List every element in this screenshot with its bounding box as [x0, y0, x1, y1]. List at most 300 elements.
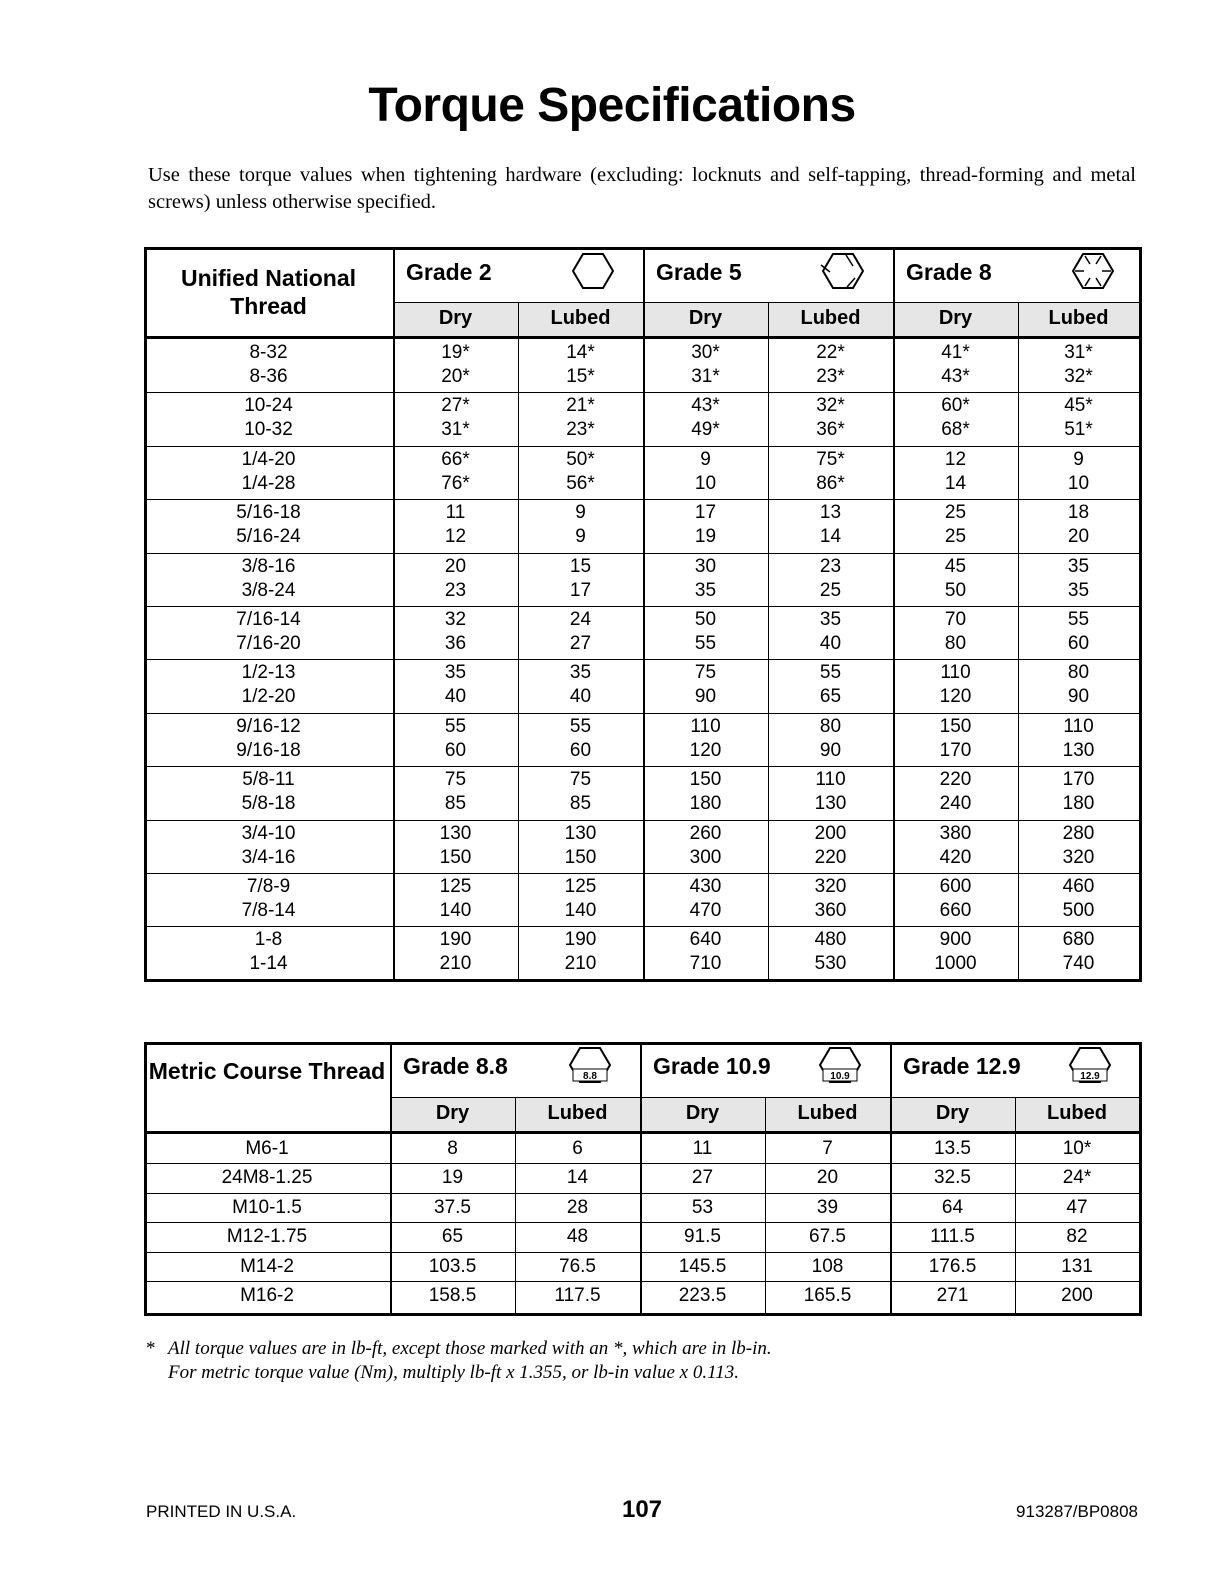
torque-value-line: 35 — [694, 579, 717, 601]
thread-size — [144, 448, 393, 496]
torque-value-line: 75* — [816, 448, 845, 470]
torque-value-line: 190 — [439, 929, 472, 951]
subheader-top-line — [393, 302, 1139, 303]
torque-value-line: 200 — [814, 822, 847, 844]
torque-value-line: 31* — [441, 419, 470, 441]
torque-value: 82 — [1066, 1226, 1088, 1248]
grade-header-0: Grade 2 — [406, 259, 492, 285]
grade-header-2: Grade 12.9 — [903, 1053, 1021, 1079]
thread-size-line: 1/2-13 — [241, 662, 296, 684]
torque-value-line: 32* — [816, 395, 845, 417]
torque-value — [1018, 928, 1139, 976]
torque-value — [643, 928, 768, 976]
torque-value — [393, 875, 518, 923]
torque-value: 8 — [447, 1138, 458, 1159]
torque-value: 24* — [1062, 1167, 1092, 1189]
torque-value-line: 65 — [819, 686, 842, 708]
hex-10-9-icon — [810, 1045, 870, 1090]
torque-value-line: 110 — [690, 715, 721, 737]
torque-value-line: 15* — [566, 366, 595, 387]
thread-size — [144, 875, 393, 923]
torque-value-line: 9 — [700, 448, 711, 470]
torque-value-line: 460 — [1062, 876, 1095, 897]
torque-value: 6 — [572, 1138, 583, 1159]
torque-value: 14 — [566, 1167, 589, 1189]
torque-value-line: 50 — [694, 609, 717, 630]
torque-value-line: 150 — [689, 769, 722, 791]
torque-value — [1018, 768, 1139, 816]
torque-value-line: 55 — [569, 715, 592, 737]
torque-value-line: 20 — [444, 555, 467, 577]
torque-value — [768, 768, 893, 816]
torque-value-line: 320 — [814, 876, 847, 897]
torque-value-line: 27 — [569, 633, 592, 654]
torque-value-line: 420 — [939, 846, 972, 868]
table-row — [144, 1281, 1142, 1310]
torque-value-line: 23 — [819, 555, 842, 577]
torque-value — [768, 822, 893, 870]
thread-size-line: 1/2-20 — [241, 686, 296, 708]
torque-value — [393, 928, 518, 976]
torque-value: 165.5 — [803, 1285, 852, 1306]
torque-value-line: 130 — [814, 793, 847, 815]
torque-value — [768, 715, 893, 763]
torque-value-line: 23* — [566, 419, 595, 441]
torque-value-line: 27* — [441, 395, 470, 417]
thread-size-line: 7/8-14 — [241, 900, 296, 921]
thread-size-line: 9/16-12 — [236, 715, 301, 737]
torque-value-line: 80 — [944, 633, 967, 654]
hex-12-9-icon — [1060, 1045, 1120, 1090]
torque-value — [768, 341, 893, 389]
footer-doc-number: 913287/BP0808 — [1016, 1502, 1138, 1521]
torque-value-line: 31* — [691, 366, 720, 387]
torque-value: 28 — [566, 1196, 589, 1218]
torque-value — [1018, 555, 1139, 603]
torque-value — [893, 661, 1018, 709]
torque-value-line: 50* — [566, 448, 595, 470]
torque-value-line: 9 — [575, 502, 586, 524]
torque-value: 19 — [441, 1167, 464, 1189]
table-row — [144, 339, 1142, 392]
torque-value-line: 30* — [691, 342, 720, 363]
torque-value — [518, 608, 643, 656]
grade-header-1: Grade 5 — [656, 259, 742, 285]
torque-value-line: 60 — [444, 739, 467, 761]
torque-value-line: 260 — [689, 822, 722, 844]
torque-value-line: 23* — [816, 366, 845, 387]
torque-value-line: 22* — [816, 342, 845, 363]
torque-value-line: 210 — [564, 953, 597, 975]
torque-value-line: 32 — [444, 609, 467, 630]
torque-value-line: 55 — [444, 715, 467, 737]
torque-value-line: 17 — [694, 502, 717, 524]
torque-value — [893, 822, 1018, 870]
torque-value-line: 30 — [694, 555, 717, 577]
grade-header-1: Grade 10.9 — [653, 1053, 771, 1079]
torque-value-line: 43* — [941, 366, 970, 387]
torque-value — [768, 394, 893, 442]
torque-value-line: 15 — [569, 555, 592, 577]
torque-value-line: 18 — [1067, 502, 1090, 524]
torque-value-line: 45 — [944, 555, 967, 577]
torque-value-line: 50 — [944, 579, 967, 601]
thread-size-line: 5/8-18 — [241, 793, 296, 815]
torque-value-line: 190 — [564, 929, 597, 951]
torque-value: 67.5 — [809, 1226, 846, 1248]
torque-value-line: 24 — [569, 609, 592, 630]
torque-value-line: 170 — [1062, 769, 1095, 791]
thread-size: M6-1 — [245, 1138, 289, 1159]
torque-value-line: 9 — [1073, 448, 1084, 470]
thread-size-line: 3/4-10 — [241, 822, 296, 844]
torque-value — [1018, 875, 1139, 923]
torque-value — [893, 448, 1018, 496]
torque-value-line: 43* — [691, 395, 720, 417]
torque-value-line: 36* — [816, 419, 845, 441]
torque-value-line: 56* — [566, 472, 595, 494]
torque-value-line: 500 — [1062, 900, 1095, 921]
torque-value: 223.5 — [678, 1285, 727, 1306]
thread-size-line: 1-8 — [254, 929, 283, 951]
torque-value-line: 90 — [819, 739, 842, 761]
torque-value-line: 10 — [1067, 472, 1090, 494]
subheader-dry: Dry — [685, 1102, 720, 1124]
torque-value — [1018, 394, 1139, 442]
table-row — [144, 659, 1142, 712]
torque-value — [893, 715, 1018, 763]
thread-size-line: 8-36 — [249, 366, 288, 387]
thread-size — [144, 555, 393, 603]
torque-value-line: 1000 — [934, 953, 977, 975]
torque-value — [393, 822, 518, 870]
torque-value-line: 35 — [444, 662, 467, 684]
thread-size — [144, 394, 393, 442]
table-row — [144, 766, 1142, 819]
hex-3-lines-icon — [813, 251, 873, 296]
torque-value-line: 40 — [819, 633, 842, 654]
torque-value: 91.5 — [684, 1226, 721, 1248]
torque-value — [643, 501, 768, 549]
thread-size-line: 7/16-14 — [236, 609, 301, 630]
torque-value — [518, 661, 643, 709]
torque-value — [643, 555, 768, 603]
torque-value: 76.5 — [559, 1255, 596, 1277]
subheader-dry: Dry — [938, 307, 973, 329]
torque-value — [393, 394, 518, 442]
note-star: * — [146, 1338, 156, 1359]
torque-value — [768, 875, 893, 923]
svg-text:8.8: 8.8 — [583, 1071, 597, 1082]
thread-size-line: 10-32 — [244, 419, 293, 441]
torque-value — [518, 928, 643, 976]
torque-value-line: 110 — [940, 662, 971, 684]
torque-value — [1018, 448, 1139, 496]
thread-size-line: 10-24 — [244, 395, 293, 417]
torque-value-line: 17 — [569, 579, 592, 601]
torque-value — [643, 661, 768, 709]
hex-plain-icon — [563, 251, 623, 296]
torque-value — [893, 394, 1018, 442]
torque-value-line: 20* — [441, 366, 470, 387]
torque-value-line: 35 — [819, 609, 842, 630]
table-row — [144, 873, 1142, 926]
torque-value-line: 12 — [444, 526, 467, 548]
thread-size — [144, 768, 393, 816]
torque-value — [393, 661, 518, 709]
torque-value — [518, 875, 643, 923]
torque-value — [393, 555, 518, 603]
torque-value-line: 45* — [1064, 395, 1093, 417]
torque-value-line: 320 — [1062, 846, 1095, 868]
torque-value — [1018, 341, 1139, 389]
table-row — [144, 553, 1142, 606]
torque-value-line: 51* — [1064, 419, 1093, 441]
svg-text:12.9: 12.9 — [1080, 1071, 1100, 1082]
torque-value-line: 140 — [564, 900, 597, 921]
unified-torque-table — [144, 247, 1142, 982]
torque-value-line: 710 — [689, 953, 722, 975]
thread-size-line: 5/16-24 — [236, 526, 301, 548]
torque-value: 10* — [1062, 1138, 1092, 1159]
torque-value-line: 90 — [1067, 686, 1090, 708]
torque-value — [393, 715, 518, 763]
metric-torque-table — [144, 1042, 1142, 1316]
note-line-1: All torque values are in lb-ft, except those marked with an *, which are in lb-in. — [168, 1338, 772, 1359]
torque-value-line: 14* — [566, 342, 595, 363]
torque-value: 53 — [691, 1196, 714, 1218]
torque-value-line: 40 — [444, 686, 467, 708]
torque-value-line: 76* — [441, 472, 470, 494]
torque-value-line: 210 — [439, 953, 472, 975]
torque-value: 176.5 — [928, 1255, 977, 1277]
torque-value-line: 660 — [939, 900, 972, 921]
torque-value — [643, 715, 768, 763]
torque-value-line: 140 — [439, 900, 472, 921]
torque-value-line: 300 — [689, 846, 722, 868]
thread-size-line: 5/16-18 — [236, 502, 301, 524]
torque-value — [393, 341, 518, 389]
torque-value: 39 — [816, 1196, 839, 1218]
torque-value-line: 36 — [444, 633, 467, 654]
thread-size-line: 1/4-28 — [241, 472, 296, 494]
torque-value — [1018, 715, 1139, 763]
table-row — [144, 606, 1142, 659]
thread-size — [144, 661, 393, 709]
torque-value-line: 55 — [1067, 609, 1090, 630]
torque-value-line: 220 — [814, 846, 847, 868]
footer-printed: PRINTED IN U.S.A. — [146, 1502, 297, 1521]
torque-value: 271 — [936, 1285, 969, 1306]
torque-note — [146, 1337, 772, 1385]
table-row — [144, 392, 1142, 445]
torque-value-line: 40 — [569, 686, 592, 708]
table-row — [144, 499, 1142, 552]
torque-value-line: 35 — [1067, 579, 1090, 601]
torque-value: 48 — [566, 1226, 589, 1248]
thread-size-line: 1/4-20 — [241, 448, 296, 470]
thread-size-line: 7/16-20 — [236, 633, 301, 654]
torque-value: 145.5 — [678, 1255, 727, 1277]
torque-value-line: 125 — [564, 876, 597, 897]
table-row — [144, 1193, 1142, 1222]
torque-value-line: 10 — [694, 472, 717, 494]
torque-value-line: 360 — [814, 900, 847, 921]
torque-value-line: 19* — [441, 342, 470, 363]
torque-value: 20 — [816, 1167, 839, 1189]
thread-size — [144, 608, 393, 656]
torque-value-line: 55 — [819, 662, 842, 684]
thread-size: 24M8-1.25 — [221, 1167, 313, 1189]
torque-value — [1018, 501, 1139, 549]
torque-value-line: 125 — [439, 876, 472, 897]
torque-value — [768, 501, 893, 549]
torque-value-line: 25 — [944, 502, 967, 524]
torque-value-line: 75 — [444, 769, 467, 791]
torque-value-line: 70 — [944, 609, 967, 630]
torque-value: 13.5 — [934, 1138, 971, 1159]
table-row — [144, 1222, 1142, 1251]
torque-value-line: 31* — [1064, 342, 1093, 363]
torque-value-line: 60 — [1067, 633, 1090, 654]
torque-value — [643, 394, 768, 442]
torque-value-line: 66* — [441, 448, 470, 470]
subheader-dry: Dry — [438, 307, 473, 329]
torque-value: 111.5 — [930, 1226, 975, 1248]
torque-value-line: 32* — [1064, 366, 1093, 387]
torque-value: 158.5 — [428, 1285, 477, 1306]
torque-value — [1018, 822, 1139, 870]
thread-size-line: 1-14 — [249, 953, 288, 975]
torque-value: 47 — [1066, 1196, 1088, 1218]
torque-value — [393, 448, 518, 496]
torque-value — [893, 555, 1018, 603]
note-line-2: For metric torque value (Nm), multiply lb-ft x 1.355, or lb-in value x 0.113. — [168, 1362, 739, 1383]
torque-value-line: 9 — [575, 526, 586, 548]
subheader-dry: Dry — [435, 1102, 470, 1124]
torque-value-line: 680 — [1062, 929, 1095, 951]
torque-value-line: 14 — [944, 472, 967, 494]
torque-value-line: 14 — [819, 526, 842, 548]
torque-value-line: 220 — [939, 769, 972, 791]
torque-value: 108 — [811, 1255, 844, 1277]
torque-value-line: 25 — [944, 526, 967, 548]
table-row — [144, 713, 1142, 766]
hex-8-8-icon — [560, 1045, 620, 1090]
grade-header-2: Grade 8 — [906, 259, 992, 285]
torque-value-line: 110 — [815, 769, 846, 791]
torque-value-line: 80 — [819, 715, 842, 737]
torque-value-line: 60* — [941, 395, 970, 417]
torque-value-line: 470 — [689, 900, 722, 921]
torque-value-line: 180 — [689, 793, 722, 815]
torque-value-line: 11 — [445, 502, 466, 524]
torque-value: 32.5 — [934, 1167, 971, 1189]
thread-size: M14-2 — [240, 1255, 294, 1277]
torque-value-line: 480 — [814, 929, 847, 951]
torque-value-line: 130 — [439, 822, 472, 844]
thread-size-line: 8-32 — [249, 342, 288, 363]
torque-value — [643, 608, 768, 656]
torque-value-line: 60 — [569, 739, 592, 761]
torque-value-line: 68* — [941, 419, 970, 441]
torque-value-line: 75 — [694, 662, 717, 684]
subheader-lubed: Lubed — [547, 1102, 608, 1124]
torque-value-line: 49* — [691, 419, 720, 441]
torque-value-line: 130 — [564, 822, 597, 844]
torque-value-line: 900 — [939, 929, 972, 951]
torque-value: 11 — [692, 1138, 713, 1159]
subheader-dry: Dry — [688, 307, 723, 329]
svg-text:10.9: 10.9 — [830, 1071, 850, 1082]
torque-value — [1018, 608, 1139, 656]
torque-value — [518, 501, 643, 549]
torque-value-line: 35 — [1067, 555, 1090, 577]
torque-value-line: 12 — [944, 448, 967, 470]
torque-value-line: 86* — [816, 472, 845, 494]
torque-value — [893, 875, 1018, 923]
torque-value — [643, 448, 768, 496]
thread-size — [144, 341, 393, 389]
torque-value-line: 280 — [1062, 822, 1095, 844]
subheader-lubed: Lubed — [1048, 307, 1109, 329]
torque-value — [893, 501, 1018, 549]
torque-value-line: 19 — [694, 526, 717, 548]
table-row — [144, 1134, 1142, 1163]
torque-value — [518, 822, 643, 870]
torque-value-line: 430 — [689, 876, 722, 897]
torque-value-line: 180 — [1062, 793, 1095, 815]
thread-size-line: 3/8-16 — [241, 555, 296, 577]
torque-value: 103.5 — [428, 1255, 477, 1277]
torque-value: 65 — [441, 1226, 464, 1248]
thread-size: M12-1.75 — [226, 1226, 308, 1248]
subheader-lubed: Lubed — [797, 1102, 858, 1124]
torque-value-line: 600 — [939, 876, 972, 897]
torque-value-line: 120 — [689, 739, 722, 761]
torque-value-line: 21* — [566, 395, 595, 417]
table-row — [144, 446, 1142, 499]
subheader-lubed: Lubed — [550, 307, 611, 329]
torque-value — [643, 875, 768, 923]
thread-size — [144, 822, 393, 870]
torque-value: 131 — [1061, 1255, 1093, 1277]
thread-size-line: 3/8-24 — [241, 579, 296, 601]
grade-header-0: Grade 8.8 — [403, 1053, 508, 1079]
torque-value-line: 640 — [689, 929, 722, 951]
torque-value — [1018, 661, 1139, 709]
torque-value — [893, 608, 1018, 656]
torque-value-line: 150 — [439, 846, 472, 868]
torque-value — [768, 448, 893, 496]
torque-value-line: 80 — [1067, 662, 1090, 684]
torque-value-line: 110 — [1063, 715, 1094, 737]
table-row — [144, 820, 1142, 873]
torque-value — [643, 822, 768, 870]
torque-value — [643, 768, 768, 816]
torque-value — [893, 341, 1018, 389]
torque-value-line: 23 — [444, 579, 467, 601]
table-header-label: Unified National Thread — [180, 265, 357, 319]
torque-value — [518, 341, 643, 389]
torque-value-line: 35 — [569, 662, 592, 684]
page-number: 107 — [621, 1496, 663, 1523]
thread-size: M16-2 — [240, 1285, 294, 1306]
torque-value-line: 240 — [939, 793, 972, 815]
thread-size — [144, 715, 393, 763]
torque-value-line: 55 — [694, 633, 717, 654]
torque-value-line: 150 — [939, 715, 972, 737]
